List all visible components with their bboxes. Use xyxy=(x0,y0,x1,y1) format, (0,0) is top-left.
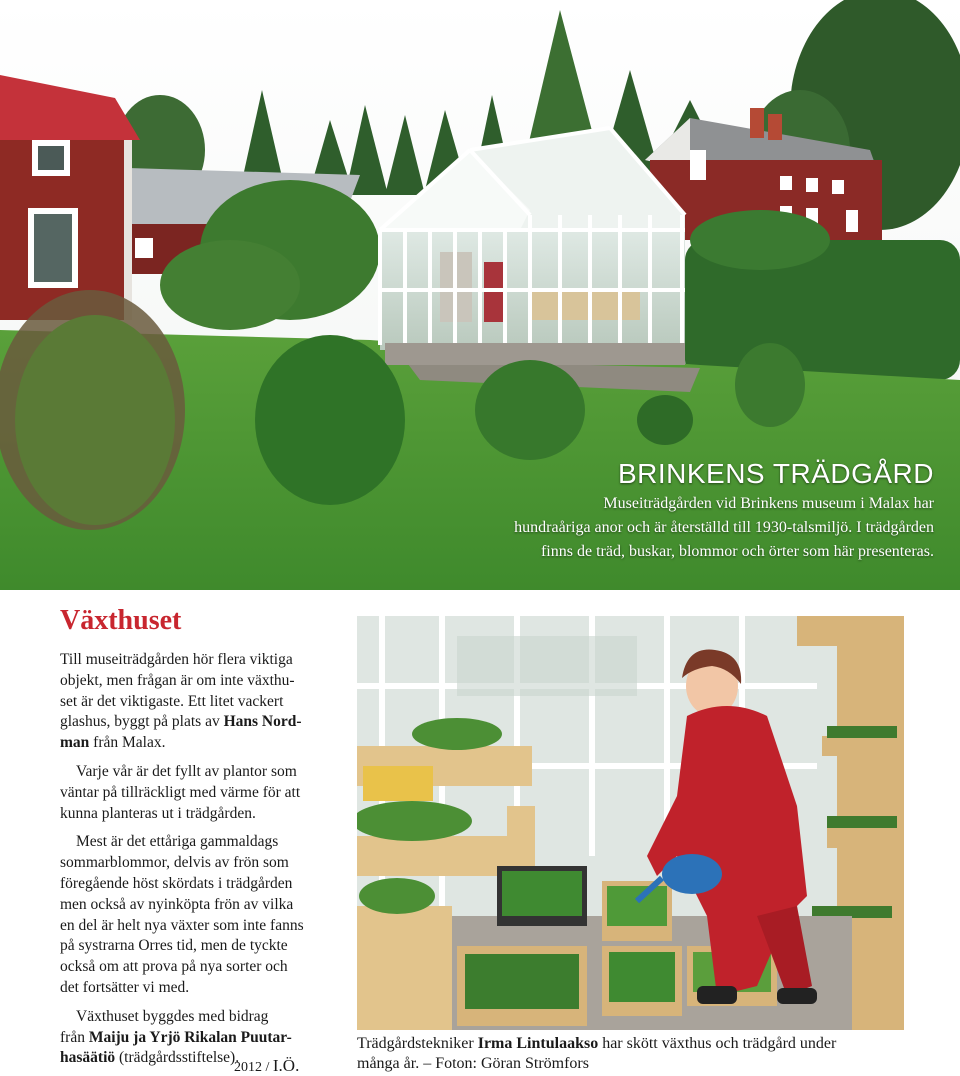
text-line: från Malax. xyxy=(89,734,166,752)
text-line: Till museiträdgården hör flera viktiga xyxy=(60,651,293,668)
text-line: Växthuset byggdes med bidrag xyxy=(76,1007,269,1025)
hero-caption-line: Museiträdgården vid Brinkens museum i Malax har xyxy=(603,495,934,512)
paragraph-3 xyxy=(60,832,342,998)
gardener-photo xyxy=(357,616,904,1030)
gardener-name: Irma Lintulaakso xyxy=(477,1035,599,1052)
builder-name: man xyxy=(60,734,90,752)
signature-initials: I.Ö. xyxy=(272,1056,300,1075)
text-line: Varje vår är det fyllt av plantor som xyxy=(76,762,297,780)
text-line: glashus, byggt på plats av xyxy=(60,713,224,731)
paragraph-1 xyxy=(60,650,342,754)
paragraph-4 xyxy=(60,1007,342,1069)
text-line: men också av nyinköpta frön av vilka xyxy=(60,895,294,913)
greenhouse-interior-photo xyxy=(357,616,904,1030)
text-line: väntar på tillräckligt med värme för att xyxy=(60,783,301,801)
hero-caption-line: finns de träd, buskar, blommor och örter som här presenteras. xyxy=(540,543,934,560)
author-signature xyxy=(234,1056,299,1076)
text-line: sommarblommor, delvis av frön som xyxy=(60,854,289,872)
text-line: Mest är det ettåriga gammaldags xyxy=(76,833,279,851)
hero-caption-line: hundraåriga anor och är återställd till 1930-talsmiljö. I trädgården xyxy=(514,519,934,536)
red-house-left xyxy=(0,75,140,320)
text-line: också om att prova på nya sorter och xyxy=(60,958,288,976)
section-title: BRINKENS TRÄDGÅRD xyxy=(617,458,934,489)
text-line: på systrarna Orres tid, men de tyckte xyxy=(60,937,288,955)
text-line: set är det viktigaste. Ett litet vackert xyxy=(60,692,284,710)
caption-text: har skött växthus och trädgård under xyxy=(598,1035,837,1052)
hero-text-block xyxy=(374,458,934,564)
hero-caption xyxy=(374,492,934,564)
builder-name: Hans Nord- xyxy=(223,713,302,731)
text-line: det fortsätter vi med. xyxy=(60,978,190,996)
text-line: (trädgårdsstiftelse). xyxy=(115,1049,240,1067)
caption-text: många år. – Foton: Göran Strömfors xyxy=(357,1055,589,1072)
text-line: en del är helt nya växter som inte fanns xyxy=(60,916,304,934)
foundation-name: Maiju ja Yrjö Rikalan Puutar- xyxy=(88,1028,292,1046)
photo-caption xyxy=(357,1034,917,1074)
text-line: objekt, men frågan är om inte växthu- xyxy=(60,671,295,689)
signature-year: 2012 / xyxy=(234,1060,270,1075)
text-line: från xyxy=(60,1028,89,1046)
paragraph-2 xyxy=(60,762,342,824)
text-line: föregående höst skördats i trädgården xyxy=(60,874,293,892)
article-column xyxy=(60,604,342,1069)
caption-text: Trädgårdstekniker xyxy=(357,1035,478,1052)
text-line: kunna planteras ut i trädgården. xyxy=(60,804,256,822)
foundation-name: hasäätiö xyxy=(60,1049,116,1067)
article-heading: Växthuset xyxy=(60,605,182,636)
